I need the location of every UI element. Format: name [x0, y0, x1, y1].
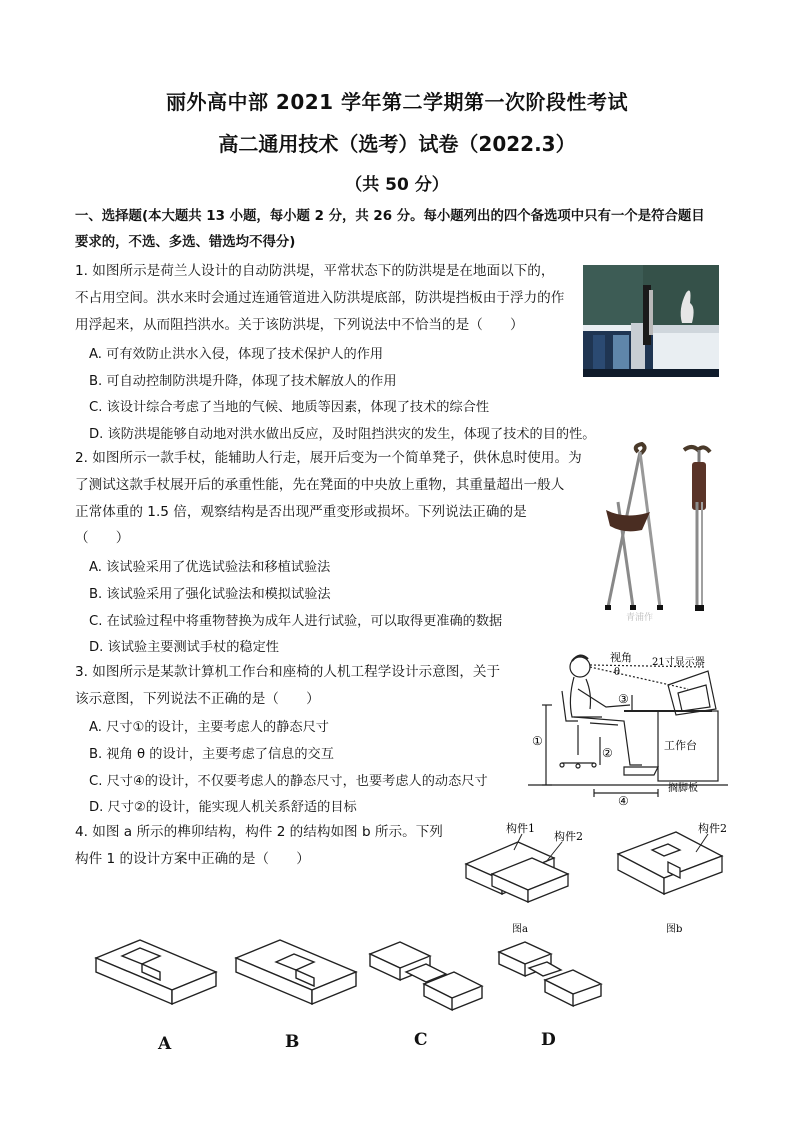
q2-stem-line: （ ）: [75, 530, 130, 546]
q4-stem-line: 4. 如图 a 所示的榫卯结构，构件 2 的结构如图 b 所示。下列: [75, 824, 443, 840]
q3-option-a: A. 尺寸①的设计，主要考虑人的静态尺寸: [89, 720, 329, 735]
section-heading-line1: 一、选择题(本大题共 13 小题，每小题 2 分，共 26 分。每小题列出的四个备选项中只有一个是符合题目: [75, 209, 705, 224]
footrest-label: 搁脚板: [668, 783, 698, 794]
option-a-label: A: [158, 1034, 172, 1054]
dimension-2-label: ②: [602, 746, 613, 760]
option-c-label: C: [414, 1030, 428, 1050]
q3-option-b: B. 视角 θ 的设计，主要考虑了信息的交互: [89, 747, 334, 762]
q2-stem-line: 2. 如图所示一款手杖，能辅助人行走，展开后变为一个简单凳子，供休息时使用。为: [75, 450, 582, 466]
q2-stem-line: 正常体重的 1.5 倍，观察结构是否出现严重变形或损坏。下列说法正确的是: [75, 504, 527, 520]
monitor-label: 21寸显示器: [652, 657, 705, 668]
option-c-drawing: [366, 936, 486, 1012]
part2-label: 构件2: [554, 830, 583, 843]
option-b-label: B: [285, 1032, 300, 1052]
figure-b-caption: 图b: [666, 924, 683, 935]
q1-stem-line: 用浮起来，从而阻挡洪水。关于该防洪堤，下列说法中不恰当的是（ ）: [75, 317, 524, 333]
q1-option-d: D. 该防洪堤能够自动地对洪水做出反应，及时阻挡洪灾的发生，体现了技术的目的性。: [89, 427, 596, 442]
figure-b-part2: [612, 818, 742, 938]
part1-label: 构件1: [506, 822, 535, 835]
dimension-1-label: ①: [532, 734, 543, 748]
q2-option-a: A. 该试验采用了优选试验法和移植试验法: [89, 560, 331, 575]
q2-stem-line: 了测试这款手杖展开后的承重性能，先在凳面的中央放上重物，其重量超出一般人: [75, 477, 565, 493]
q4-stem-line: 构件 1 的设计方案中正确的是（ ）: [75, 851, 310, 867]
theta-label: θ: [614, 667, 621, 678]
option-a-drawing: [92, 938, 220, 1008]
figure-a-mortise-tenon: [462, 818, 592, 938]
q1-stem-line: 不占用空间。洪水来时会通过连通管道进入防洪堤底部，防洪堤挡板由于浮力的作: [75, 290, 565, 306]
q1-option-a: A. 可有效防止洪水入侵，体现了技术保护人的作用: [89, 347, 384, 362]
desk-label: 工作台: [664, 739, 697, 752]
q3-option-d: D. 尺寸②的设计，能实现人机关系舒适的目标: [89, 800, 357, 815]
section-heading-line2: 要求的，不选、多选、错选均不得分): [75, 235, 296, 250]
exam-subtitle: 高二通用技术（选考）试卷（2022.3）: [218, 132, 576, 156]
ergonomic-workstation-diagram: [528, 645, 738, 807]
q3-stem-line: 3. 如图所示是某款计算机工作台和座椅的人机工程学设计示意图，关于: [75, 664, 501, 680]
watermark-text: 青浦作: [626, 613, 654, 622]
q3-stem-line: 该示意图，下列说法不正确的是（ ）: [75, 691, 320, 707]
exam-title: 丽外高中部 2021 学年第二学期第一次阶段性考试: [165, 90, 629, 114]
dimension-4-label: ④: [618, 794, 629, 807]
option-b-drawing: [232, 938, 360, 1008]
q1-option-b: B. 可自动控制防洪堤升降，体现了技术解放人的作用: [89, 374, 397, 389]
fig-b-part2-label: 构件2: [698, 822, 727, 835]
option-d-label: D: [541, 1030, 556, 1050]
figure-a-caption: 图a: [512, 924, 528, 935]
q1-stem-line: 1. 如图所示是荷兰人设计的自动防洪堤，平常状态下的防洪堤是在地面以下的，: [75, 263, 555, 279]
option-d-drawing: [495, 938, 605, 1014]
view-angle-label: 视角: [610, 651, 632, 664]
q2-option-d: D. 该试验主要测试手杖的稳定性: [89, 640, 279, 655]
q1-option-c: C. 该设计综合考虑了当地的气候、地质等因素，体现了技术的综合性: [89, 400, 490, 415]
q2-option-c: C. 在试验过程中将重物替换为成年人进行试验，可以取得更准确的数据: [89, 614, 503, 629]
flood-barrier-photo: [583, 265, 719, 377]
dimension-3-label: ③: [618, 692, 629, 706]
q3-option-c: C. 尺寸④的设计，不仅要考虑人的静态尺寸，也要考虑人的动态尺寸: [89, 774, 488, 789]
walking-stick-seat-photo: [598, 442, 730, 622]
total-score: （共 50 分）: [345, 175, 449, 195]
q2-option-b: B. 该试验采用了强化试验法和模拟试验法: [89, 587, 331, 602]
